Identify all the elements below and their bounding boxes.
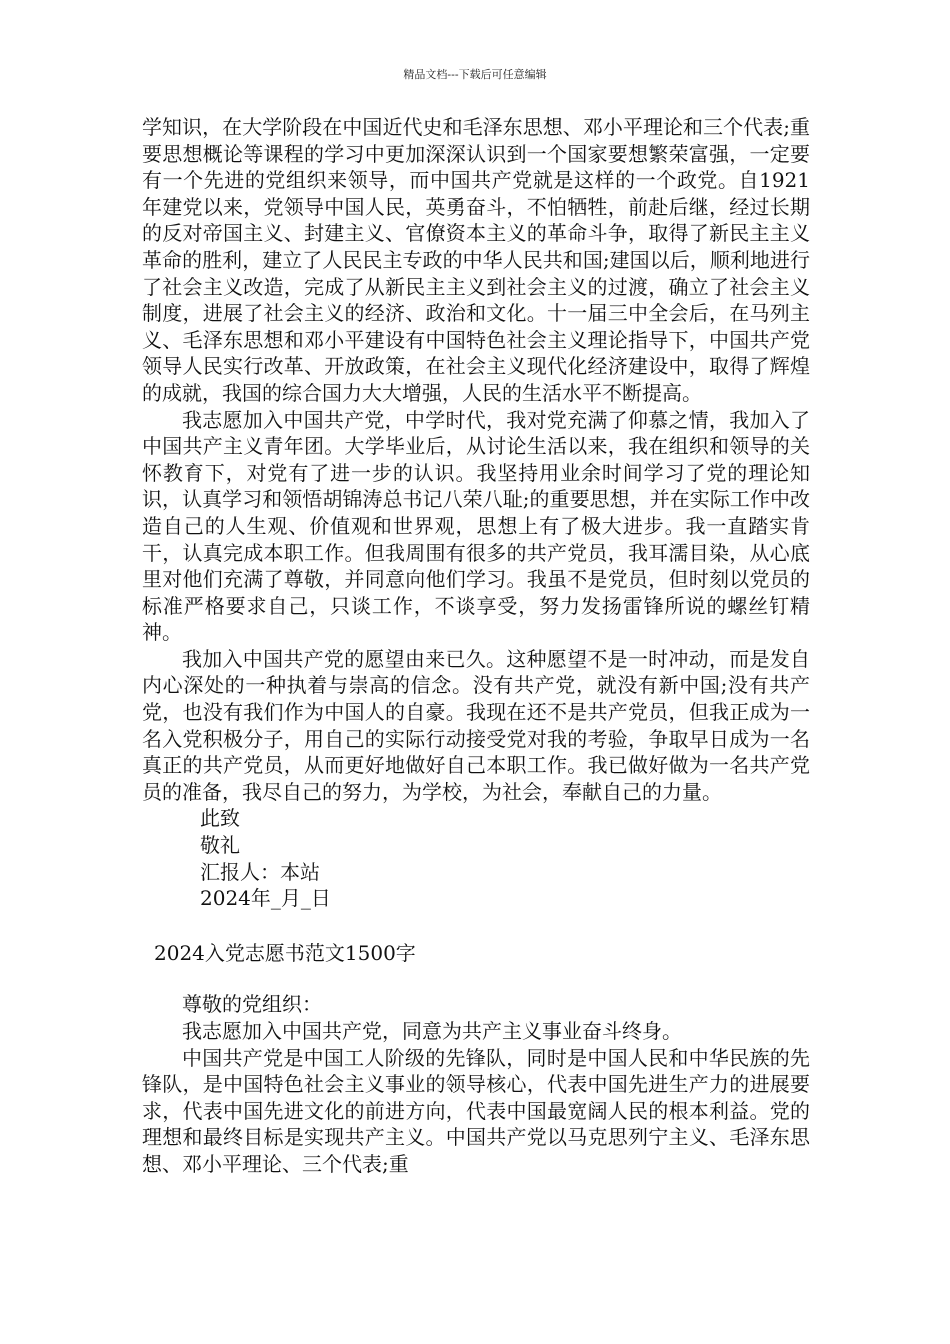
date-line: 2024年_月_日 bbox=[200, 886, 331, 911]
letter1-paragraph-continued: 学知识，在大学阶段在中国近代史和毛泽东思想、邓小平理论和三个代表;重要思想概论等课程的学习中更加深深认识到一个国家要想繁荣富强，一定要有一个先进的党组织来领导，而中国共产党就是这样的一个政党。自1921年建党以来，党领导中国人民，英勇奋斗，不怕牺牲，前赴后继，经过长期的反对帝国主义、封建主义、官僚资本主义的革命斗争，取得了新民主主义革命的胜利，建立了人民民主专政的中华人民共和国;建国以后，顺利地进行了社会主义改造，完成了从新民主主义到社会主义的过渡，确立了社会主义制度，进展了社会主义的经济、政治和文化。十一届三中全会后，在马列主义、毛泽东思想和邓小平建设有中国特色社会主义理论指导下，中国共产党领导人民实行改革、开放政策，在社会主义现代化经济建设中，取得了辉煌的成就，我国的综合国力大大增强，人民的生活水平不断提高。 bbox=[142, 115, 810, 405]
closing-salutation: 此致 bbox=[200, 806, 240, 831]
closing-regards: 敬礼 bbox=[200, 833, 240, 858]
section-title: 2024入党志愿书范文1500字 bbox=[154, 940, 416, 965]
reporter-line: 汇报人：本站 bbox=[200, 859, 320, 884]
page-header: 精品文档---下载后可任意编辑 bbox=[403, 68, 547, 81]
letter2-salutation: 尊敬的党组织： bbox=[182, 992, 322, 1017]
letter2-paragraph-2: 中国共产党是中国工人阶级的先锋队，同时是中国人民和中华民族的先锋队，是中国特色社会主义事业的领导核心，代表中国先进生产力的进展要求，代表中国先进文化的前进方向，代表中国最宽阔人民的根本利益。党的理想和最终目标是实现共产主义。中国共产党以马克思列宁主义、毛泽东思想、邓小平理论、三个代表;重 bbox=[142, 1045, 810, 1176]
document-body bbox=[142, 114, 810, 1178]
letter1-paragraph-3: 我加入中国共产党的愿望由来已久。这种愿望不是一时冲动，而是发自内心深处的一种执着与崇高的信念。没有共产党，就没有新中国;没有共产党，也没有我们作为中国人的自豪。我现在还不是共产党员，但我正成为一名入党积极分子，用自己的实际行动接受党对我的考验，争取早日成为一名真正的共产党员，从而更好地做好自己本职工作。我已做好做为一名共产党员的准备，我尽自己的努力，为学校，为社会，奉献自己的力量。 bbox=[142, 646, 810, 804]
letter2-paragraph-1: 我志愿加入中国共产党，同意为共产主义事业奋斗终身。 bbox=[182, 1019, 682, 1043]
letter1-paragraph-2: 我志愿加入中国共产党，中学时代，我对党充满了仰慕之情，我加入了中国共产主义青年团。大学毕业后，从讨论生活以来，我在组织和领导的关怀教育下，对党有了进一步的认识。我坚持用业余时间学习了党的理论知识，认真学习和领悟胡锦涛总书记八荣八耻;的重要思想，并在实际工作中改造自己的人生观、价值观和世界观，思想上有了极大进步。我一直踏实肯干，认真完成本职工作。但我周围有很多的共产党员，我耳濡目染，从心底里对他们充满了尊敬，并同意向他们学习。我虽不是党员，但时刻以党员的标准严格要求自己，只谈工作，不谈享受，努力发扬雷锋所说的螺丝钉精神。 bbox=[142, 407, 810, 645]
